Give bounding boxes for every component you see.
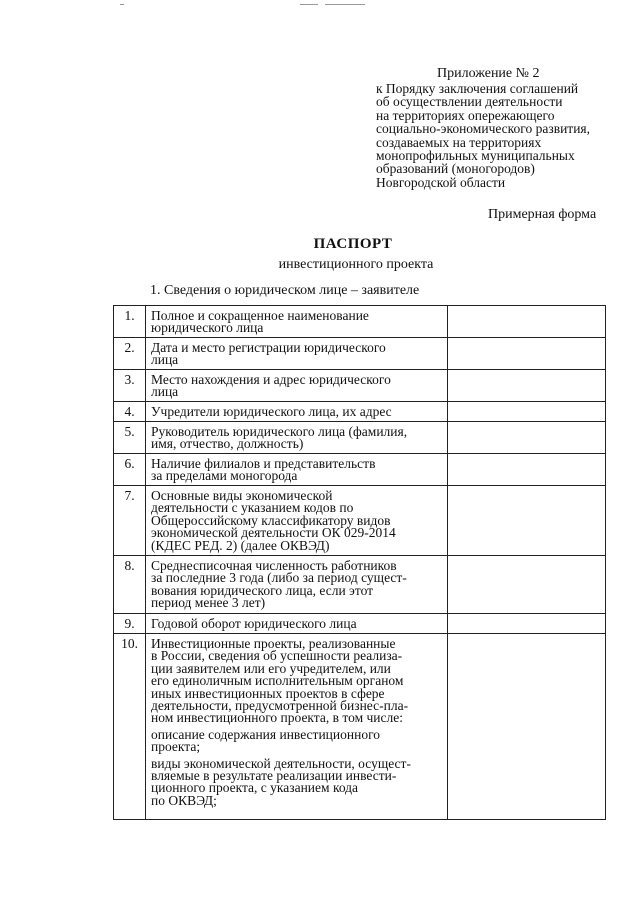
- row-text-line: имя, отчество, должность): [151, 436, 304, 452]
- document-subtitle: инвестиционного проекта: [278, 257, 434, 272]
- row-number: 5.: [114, 422, 146, 454]
- row-description: [146, 556, 448, 614]
- row-number: 8.: [114, 556, 146, 614]
- row-text-line: юридического лица: [151, 320, 264, 336]
- row-text-line: Общероссийскому классификатору видов: [151, 512, 391, 528]
- row-text-line: Полное и сокращенное наименование: [151, 308, 369, 323]
- row-value-cell[interactable]: [448, 422, 606, 454]
- row-text-line: Наличие филиалов и представительств: [151, 456, 376, 471]
- appendix-line: Новгородской области: [376, 174, 506, 190]
- row-number: 3.: [114, 370, 146, 402]
- row-text-line: ном инвестиционного проекта, в том числе:: [151, 710, 403, 726]
- row-description: [146, 634, 448, 820]
- row-number: 7.: [114, 486, 146, 556]
- row-number: 1.: [114, 306, 146, 338]
- table-row: [114, 634, 606, 820]
- row-text-line: Место нахождения и адрес юридического: [151, 372, 391, 387]
- table-row: [114, 614, 606, 634]
- row-number: 9.: [114, 614, 146, 634]
- table-row: [114, 370, 606, 402]
- passport-table: [113, 305, 606, 820]
- row-text-line: ционного проекта, с указанием кода: [151, 780, 359, 796]
- row-value-cell[interactable]: [448, 370, 606, 402]
- row-text-line: период менее 3 лет): [151, 595, 266, 611]
- row-text-line: Основные виды экономической: [151, 488, 333, 503]
- row-paragraph: [151, 755, 443, 808]
- row-description: [146, 614, 448, 634]
- row-value-cell[interactable]: [448, 486, 606, 556]
- row-value-cell[interactable]: [448, 338, 606, 370]
- row-text-line: лица: [151, 352, 179, 368]
- document-title: ПАСПОРТ: [313, 236, 393, 252]
- appendix-line: к Порядку заключения соглашений: [376, 81, 579, 96]
- section-title: 1. Сведения о юридическом лице – заявителе: [150, 283, 420, 298]
- row-value-cell[interactable]: [448, 634, 606, 820]
- row-text-line: по ОКВЭД;: [151, 792, 217, 808]
- row-text-line: деятельности с указанием кодов по: [151, 500, 354, 516]
- appendix-description: [376, 82, 626, 189]
- row-text-line: его единоличным исполнительным органом: [151, 673, 404, 689]
- appendix-line: об осуществлении деятельности: [376, 94, 563, 110]
- row-paragraph: [151, 726, 443, 755]
- row-text-line: ции заявителем или его учредителем, или: [151, 660, 391, 676]
- table-row: [114, 338, 606, 370]
- appendix-line: монопрофильных муниципальных: [376, 148, 575, 164]
- row-text-line: вования юридического лица, если этот: [151, 582, 374, 598]
- row-text-line: описание содержания инвестиционного: [151, 726, 381, 742]
- row-number: 4.: [114, 402, 146, 422]
- row-text-line: Руководитель юридического лица (фамилия,: [151, 424, 408, 439]
- row-paragraph: [151, 638, 443, 725]
- row-description: [146, 486, 448, 556]
- table-row: [114, 402, 606, 422]
- appendix-line: создаваемых на территориях: [376, 134, 542, 150]
- row-description: [146, 402, 448, 422]
- row-description: [146, 370, 448, 402]
- row-text-line: экономической деятельности ОК 029-2014: [151, 525, 396, 541]
- row-text-line: Инвестиционные проекты, реализованные: [151, 636, 396, 651]
- row-text-line: за пределами моногорода: [151, 468, 298, 484]
- appendix-line: социально-экономического развития,: [376, 121, 591, 137]
- row-text-line: вляемые в результате реализации инвести-: [151, 768, 397, 784]
- row-description: [146, 306, 448, 338]
- row-text-line: Годовой оборот юридического лица: [151, 616, 357, 631]
- row-description: [146, 338, 448, 370]
- row-description: [146, 454, 448, 486]
- appendix-title: Приложение № 2: [437, 66, 540, 81]
- row-description: [146, 422, 448, 454]
- row-number: 2.: [114, 338, 146, 370]
- table-row: [114, 454, 606, 486]
- table-row: [114, 556, 606, 614]
- row-number: 10.: [114, 634, 146, 820]
- appendix-line: на территориях опережающего: [376, 107, 555, 123]
- row-text-line: (КДЕС РЕД. 2) (далее ОКВЭД): [151, 537, 330, 553]
- row-number: 6.: [114, 454, 146, 486]
- row-value-cell[interactable]: [448, 556, 606, 614]
- table-row: [114, 486, 606, 556]
- row-text-line: иных инвестиционных проектов в сфере: [151, 685, 385, 701]
- row-text-line: за последние 3 года (либо за период сущест-: [151, 570, 407, 586]
- table-row: [114, 422, 606, 454]
- row-text-line: деятельности, предусмотренной бизнес-пла-: [151, 698, 409, 714]
- appendix-line: образований (моногородов): [376, 161, 535, 177]
- row-text-line: Дата и место регистрации юридического: [151, 340, 386, 355]
- row-text-line: виды экономической деятельности, осущест-: [151, 755, 411, 771]
- row-value-cell[interactable]: [448, 306, 606, 338]
- form-note: Примерная форма: [488, 207, 597, 222]
- row-text-line: лица: [151, 384, 179, 400]
- row-text-line: Среднесписочная численность работников: [151, 558, 397, 573]
- row-value-cell[interactable]: [448, 614, 606, 634]
- row-value-cell[interactable]: [448, 402, 606, 422]
- row-text-line: Учредители юридического лица, их адрес: [151, 404, 392, 419]
- row-value-cell[interactable]: [448, 454, 606, 486]
- table-row: [114, 306, 606, 338]
- scan-artifact-marks: [120, 2, 380, 8]
- row-text-line: проекта;: [151, 739, 201, 755]
- row-text-line: в России, сведения об успешности реализа-: [151, 648, 403, 664]
